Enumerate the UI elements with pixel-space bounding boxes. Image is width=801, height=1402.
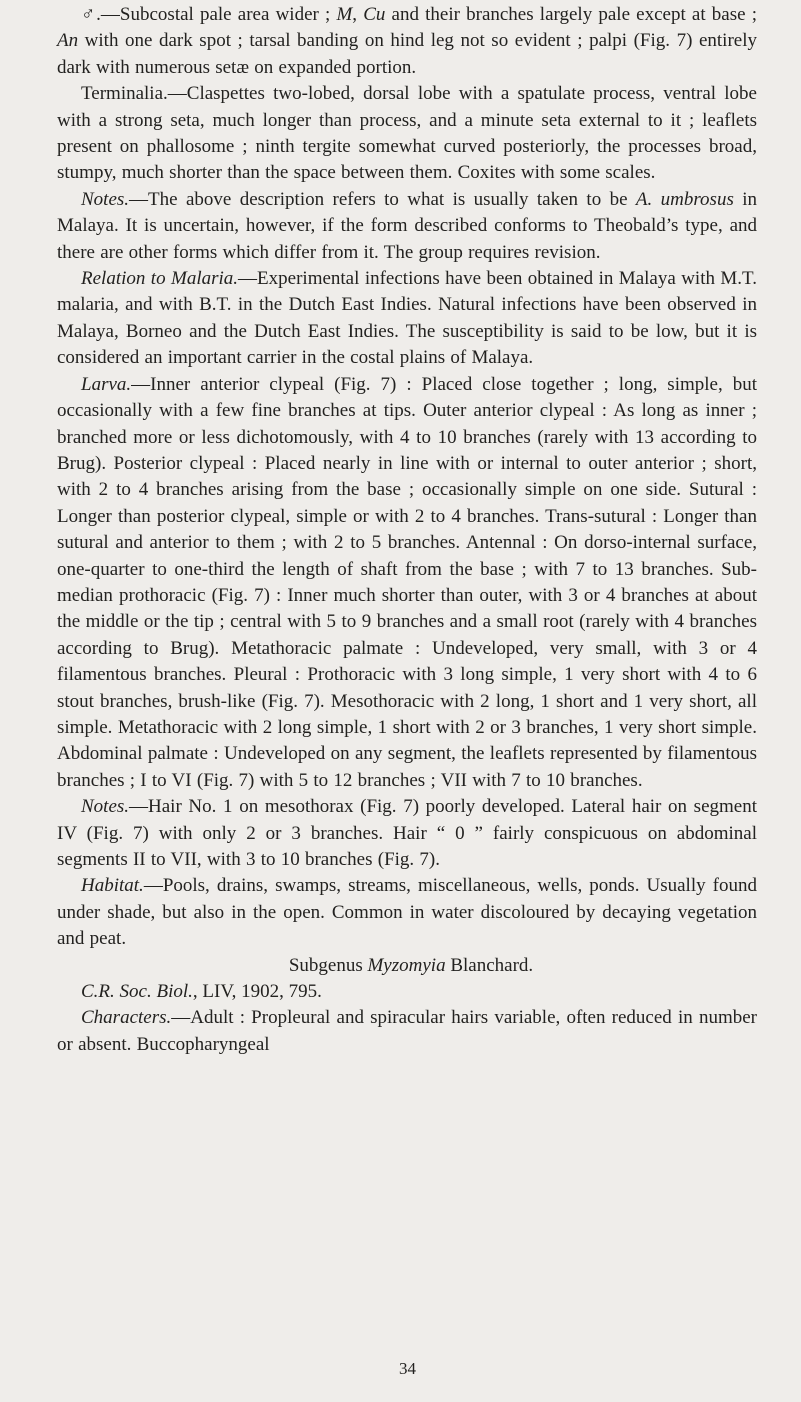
notes-text-1: —The above description refers to what is usually taken to be bbox=[129, 188, 636, 210]
vein-cu-label: Cu bbox=[363, 4, 386, 25]
habitat-paragraph bbox=[57, 873, 757, 952]
subgenus-heading bbox=[57, 953, 757, 979]
habitat-lead: Habitat. bbox=[81, 875, 144, 897]
page-number: 34 bbox=[399, 1359, 416, 1378]
characters-lead: Characters. bbox=[81, 1007, 172, 1029]
subgenus-author: Blanchard. bbox=[445, 954, 534, 976]
malaria-paragraph bbox=[57, 266, 757, 372]
larva-lead: Larva. bbox=[81, 373, 132, 395]
subgenus-name: Myzomyia bbox=[367, 954, 446, 976]
comma: , bbox=[352, 4, 364, 25]
subgenus-citation bbox=[57, 979, 757, 1005]
citation-text: , LIV, 1902, 795. bbox=[192, 981, 322, 1003]
male-description-text-3: with one dark spot ; tarsal banding on hind leg not so evident ; palpi (Fig. 7) entirely dark with numerous setæ on expanded portion. bbox=[57, 30, 757, 78]
subgenus-prefix: Subgenus bbox=[288, 954, 368, 976]
malaria-text: —Experimental infections have been obtained in Malaya with M.T. malaria, and with B.T. in the Dutch East Indies. Natural infections have been observed in Malaya, Borneo and the Dutch East Indies. The susceptibility is said to be low, but it is considered an important carrier in the costal plains of Malaya. bbox=[57, 268, 757, 369]
terminalia-paragraph: Terminalia.—Claspettes two-lobed, dorsal lobe with a spatulate process, ventral lobe with a strong seta, much longer than process, and a minute seta external to it ; leaflets present on phallosome ; ninth tergite somewhat curved posteriorly, the processes broad, stumpy, much shorter than the space between them. Coxites with some scales. bbox=[57, 83, 757, 184]
notes-lead: Notes. bbox=[81, 188, 130, 210]
notes-paragraph-2 bbox=[57, 794, 757, 873]
vein-an-label: An bbox=[57, 30, 79, 52]
larva-paragraph bbox=[57, 372, 757, 795]
characters-text: —Adult : Propleural and spiracular hairs variable, often reduced in number or absent. Buccopharyngeal bbox=[57, 1007, 757, 1055]
species-name: A. umbrosus bbox=[635, 188, 734, 210]
habitat-text: —Pools, drains, swamps, streams, miscellaneous, wells, ponds. Usually found under shade, but also in the open. Common in water discoloured by decaying vegetation and peat. bbox=[57, 875, 757, 950]
notes-text-2: in Malaya. It is uncertain, however, if the form described conforms to Theobald’s type, and there are other forms which differ from it. The group requires revision. bbox=[57, 188, 758, 263]
notes-paragraph-1 bbox=[57, 187, 757, 266]
notes-text-2b: —Hair No. 1 on mesothorax (Fig. 7) poorly developed. Lateral hair on segment IV (Fig. 7) with only 2 or 3 branches. Hair “ 0 ” fairly conspicuous on abdominal segments II to VII, with 3 to 10 branches (Fig. 7). bbox=[57, 796, 757, 870]
larva-text: —Inner anterior clypeal (Fig. 7) : Placed close together ; long, simple, but occasionally with a few fine branches at tips. Outer anterior clypeal : As long as inner ; branched more or less dichotomously, with 4 to 10 branches (rarely with 13 according to Brug). Posterior clypeal : Placed nearly in line with or internal to outer anterior ; short, with 2 to 4 branches arising from the base ; occasionally simple on one side. Sutural : Longer than posterior clypeal, simple or with 2 to 4 branches. Trans-sutural : Longer than sutural and anterior to them ; with 2 to 5 branches. Antennal : On dorso-internal surface, one-quarter to one-third the length of shaft from the base ; with 7 to 13 branches. Sub-median prothoracic (Fig. 7) : Inner much shorter than outer, with 3 or 4 branches at about the middle or the tip ; central with 5 to 9 branches and a small root (rarely with 4 branches according to Brug). Metathoracic palmate : Undeveloped, very small, with 3 or 4 filamentous branches. Pleural : Prothoracic with 3 long simple, 1 very short with 4 to 6 stout branches, brush-like (Fig. 7). Mesothoracic with 2 long, 1 short and 1 very short, all simple. Metathoracic with 2 long simple, 1 short with 2 or 3 branches, 1 very short simple. Abdominal palmate : Undeveloped on any segment, the leaflets represented by filamentous branches ; I to VI (Fig. 7) with 5 to 12 branches ; VII with 7 to 10 branches. bbox=[57, 373, 757, 791]
citation-journal: C.R. Soc. Biol. bbox=[81, 981, 193, 1003]
notes-lead-2: Notes. bbox=[81, 796, 130, 818]
vein-m-label: M bbox=[336, 4, 353, 25]
male-description-text-1: .—Subcostal pale area wider ; bbox=[96, 4, 337, 25]
male-description-paragraph bbox=[57, 2, 757, 81]
male-symbol: ♂ bbox=[81, 4, 97, 25]
male-description-text-2: and their branches largely pale except at base ; bbox=[385, 4, 758, 25]
characters-paragraph bbox=[57, 1005, 757, 1058]
malaria-lead: Relation to Malaria. bbox=[81, 268, 239, 290]
